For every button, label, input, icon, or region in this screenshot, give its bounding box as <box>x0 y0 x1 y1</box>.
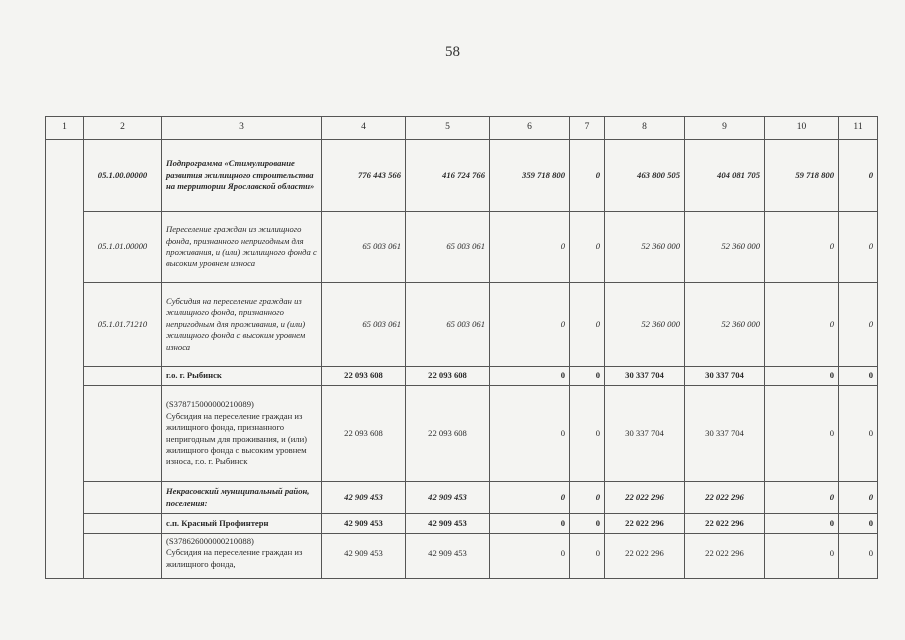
row-code: 05.1.01.71210 <box>84 283 162 367</box>
column-header: 5 <box>406 117 490 140</box>
row-code <box>84 367 162 386</box>
row-value: 65 003 061 <box>322 212 406 283</box>
row-name: г.о. г. Рыбинск <box>162 367 322 386</box>
row-code: 05.1.01.00000 <box>84 212 162 283</box>
row-value: 0 <box>490 534 570 579</box>
column-header: 2 <box>84 117 162 140</box>
row-value: 30 337 704 <box>605 386 685 482</box>
row-value: 0 <box>839 283 878 367</box>
table-row <box>46 514 878 534</box>
row-value: 0 <box>570 514 605 534</box>
column-header: 11 <box>839 117 878 140</box>
row-value: 0 <box>765 283 839 367</box>
column-header: 10 <box>765 117 839 140</box>
column-header: 9 <box>685 117 765 140</box>
column-header: 1 <box>46 117 84 140</box>
row-value: 22 093 608 <box>322 367 406 386</box>
row-value: 52 360 000 <box>605 212 685 283</box>
row-name-text: Субсидия на переселение граждан из жилищного фонда, признанного непригодным для проживания, и (или) жилищного фонда с высоким уровнем износа, г.о. г. Рыбинск <box>166 410 308 467</box>
row-value: 0 <box>839 482 878 514</box>
row-index-cell <box>46 140 84 579</box>
row-value: 22 093 608 <box>406 386 490 482</box>
row-value: 0 <box>765 367 839 386</box>
row-value: 0 <box>570 283 605 367</box>
row-value: 359 718 800 <box>490 140 570 212</box>
row-value: 0 <box>765 212 839 283</box>
page-number: 58 <box>445 44 460 60</box>
row-value: 42 909 453 <box>406 482 490 514</box>
row-value: 22 022 296 <box>605 482 685 514</box>
row-name-id: (S378626000000210088) <box>166 536 254 546</box>
row-value: 0 <box>839 534 878 579</box>
row-value: 22 022 296 <box>605 514 685 534</box>
row-value: 52 360 000 <box>685 212 765 283</box>
row-value: 0 <box>490 514 570 534</box>
row-value: 22 022 296 <box>685 514 765 534</box>
row-name: Подпрограмма «Стимулирование развития жилищного строительства на территории Ярославской области» <box>162 140 322 212</box>
column-header: 4 <box>322 117 406 140</box>
row-value: 22 022 296 <box>605 534 685 579</box>
row-code <box>84 386 162 482</box>
row-value: 42 909 453 <box>406 534 490 579</box>
row-name <box>162 534 322 579</box>
row-value: 0 <box>570 534 605 579</box>
row-value: 0 <box>765 514 839 534</box>
row-value: 52 360 000 <box>685 283 765 367</box>
row-value: 776 443 566 <box>322 140 406 212</box>
table-row <box>46 386 878 482</box>
row-value: 463 800 505 <box>605 140 685 212</box>
row-value: 59 718 800 <box>765 140 839 212</box>
table-row <box>46 212 878 283</box>
row-code <box>84 514 162 534</box>
row-name-text: Субсидия на переселение граждан из жилищного фонда, <box>166 547 303 569</box>
row-value: 22 093 608 <box>406 367 490 386</box>
row-value: 30 337 704 <box>685 386 765 482</box>
row-name: Некрасовский муниципальный район, поселения: <box>162 482 322 514</box>
row-name-id: (S378715000000210089) <box>166 399 254 410</box>
row-name <box>162 386 322 482</box>
row-name: Переселение граждан из жилищного фонда, признанного непригодным для проживания, и (или) жилищного фонда с высоким уровнем износа <box>162 212 322 283</box>
row-value: 30 337 704 <box>685 367 765 386</box>
table-header-row <box>46 117 878 140</box>
row-value: 0 <box>490 283 570 367</box>
row-value: 65 003 061 <box>406 283 490 367</box>
table-row <box>46 482 878 514</box>
row-value: 0 <box>839 514 878 534</box>
table-row <box>46 283 878 367</box>
row-value: 0 <box>570 140 605 212</box>
row-value: 0 <box>765 534 839 579</box>
row-value: 52 360 000 <box>605 283 685 367</box>
row-value: 0 <box>570 386 605 482</box>
row-value: 0 <box>839 386 878 482</box>
row-value: 0 <box>490 386 570 482</box>
row-name: с.п. Красный Профинтерн <box>162 514 322 534</box>
row-name: Субсидия на переселение граждан из жилищного фонда, признанного непригодным для проживания, и (или) жилищного фонда с высоким уровнем износа <box>162 283 322 367</box>
row-value: 0 <box>765 482 839 514</box>
table-row <box>46 534 878 579</box>
row-value: 65 003 061 <box>322 283 406 367</box>
row-value: 0 <box>570 212 605 283</box>
table-row <box>46 140 878 212</box>
row-code <box>84 482 162 514</box>
row-value: 0 <box>570 367 605 386</box>
row-value: 0 <box>570 482 605 514</box>
column-header: 6 <box>490 117 570 140</box>
row-value: 0 <box>839 140 878 212</box>
row-value: 0 <box>839 212 878 283</box>
column-header: 7 <box>570 117 605 140</box>
column-header: 8 <box>605 117 685 140</box>
row-value: 30 337 704 <box>605 367 685 386</box>
row-code: 05.1.00.00000 <box>84 140 162 212</box>
row-value: 22 022 296 <box>685 534 765 579</box>
row-value: 0 <box>490 367 570 386</box>
row-value: 42 909 453 <box>322 534 406 579</box>
row-value: 0 <box>490 212 570 283</box>
row-value: 65 003 061 <box>406 212 490 283</box>
column-header: 3 <box>162 117 322 140</box>
row-value: 0 <box>490 482 570 514</box>
row-value: 42 909 453 <box>406 514 490 534</box>
row-value: 404 081 705 <box>685 140 765 212</box>
row-value: 22 093 608 <box>322 386 406 482</box>
row-value: 0 <box>839 367 878 386</box>
row-value: 0 <box>765 386 839 482</box>
row-value: 42 909 453 <box>322 514 406 534</box>
row-value: 416 724 766 <box>406 140 490 212</box>
row-code <box>84 534 162 579</box>
row-value: 22 022 296 <box>685 482 765 514</box>
table-row <box>46 367 878 386</box>
budget-table <box>45 116 878 579</box>
row-value: 42 909 453 <box>322 482 406 514</box>
